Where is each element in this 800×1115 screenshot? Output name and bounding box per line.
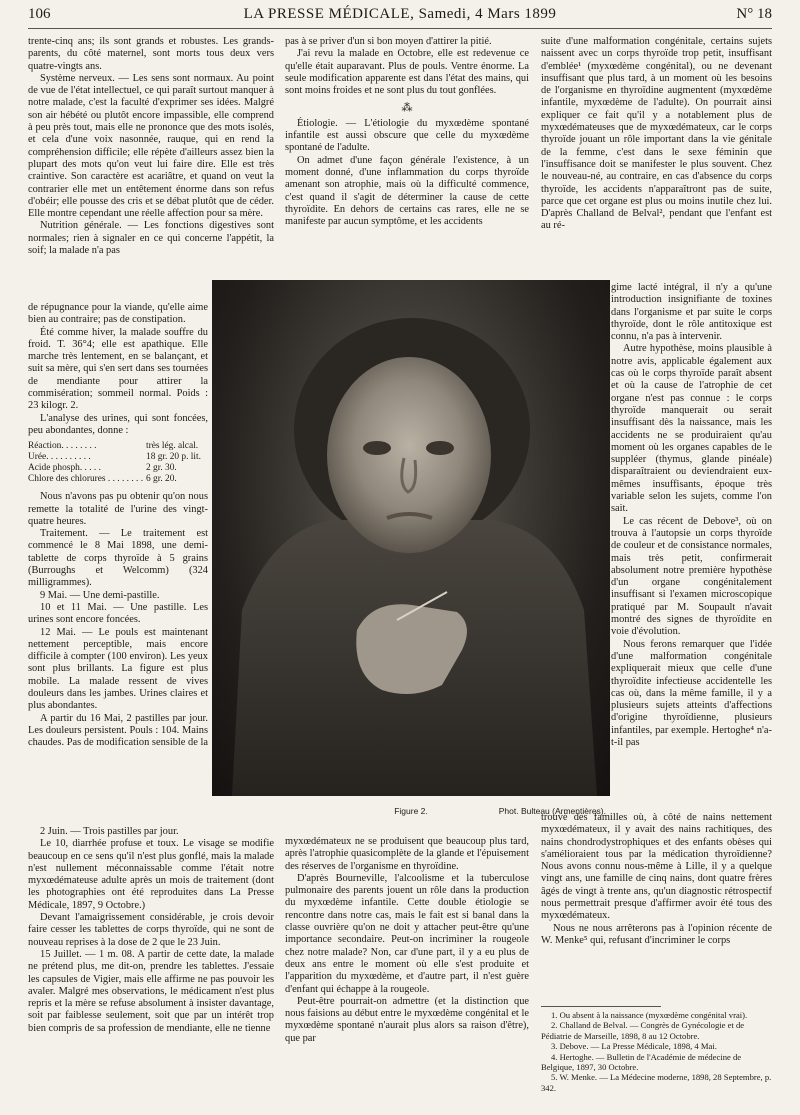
paragraph: Nous ne nous arrêterons pas à l'opinion récente de W. Menke⁵ qui, refusant d'incriminer le corps: [541, 922, 772, 946]
paragraph: 9 Mai. — Une demi-pastille.: [40, 589, 160, 601]
paragraph: 15 Juillet. — 1 m. 08. A partir de cette date, la malade ne prétend plus, me dit-on, prendre les tablettes. J'essaie les capsules de Vigier, mais elle affirme ne pas pouvoir les avaler. Malgré mes observations, le médicament n'est plus repris et la mère se refuse absolument à insister davantage, soit par faiblesse seulement, soit que par un intérêt trop bien compris de sa profession de mendiante, elle ne tienne: [28, 948, 274, 1034]
paragraph: On admet d'une façon générale l'existence, à un moment donné, d'une inflammation du corps thyroïde amenant son atrophie, mais où la difficulté commence, c'est quand il s'agit de déterminer la cause de cette thyroïdite. En dehors de certains cas rares, elle ne se manifeste par aucun symptôme, et les accidents: [285, 154, 529, 228]
column-1-bottom: [28, 826, 274, 1112]
urine-analysis-table: [28, 441, 208, 485]
paragraph: A partir du 16 Mai, 2 pastilles par jour. Les douleurs persistent. Pouls : 104. Mains chaudes. Pas de modification sensible de la: [28, 712, 208, 749]
paragraph: D'après Bourneville, l'alcoolisme et la tuberculose pulmonaire des parents jouent un rôle dans la production du myxœdème infantile. Cette double étiologie se rencontre dans notre cas, mais le fait est si banal dans la classe ouvrière qu'on ne doit y attacher peut-être qu'une importance secondaire. Peut-on incriminer la rougeole chez notre malade? Non, car d'une part, il y a eu plus de deux ans entre le moment où elle s'est produite et l'apparition du myxœdème, et d'autre part, il n'est guère d'enfant qui échappe à la rougeole.: [285, 872, 529, 995]
paragraph: Nous ferons remarquer que l'idée d'une malformation congénitale expliquerait mieux que celle d'une thyroïdite infectieuse accidentelle les cas où, dans la même famille, il y a plusieurs sujets atteints d'affections d'origine thyroïdienne, plusieurs infantiles, par exemple. Hertoghe⁴ n'a-t-il pas: [611, 638, 772, 748]
paragraph: trouvé des familles où, à côté de nains nettement myxœdémateux, il y avait des nains rachitiques, des nains chondrodystrophiques et des enfants obèses qui s'amélioraient tous par la médication thyroïdienne? Nous avons connu nous-même à Lille, il y a quelque vingt ans, une famille de cinq nains, dont quatre frères âgés de vingt à trente ans, qu'un diagnostic rétrospectif nous permettrait presque d'affirmer avoir été tous des myxœdémateux.: [541, 812, 772, 922]
table-row: [28, 474, 208, 485]
paragraph: Système nerveux. — Les sens sont normaux. Au point de vue de l'état intellectuel, ce qui paraît surtout manquer à notre malade, c'est la faculté d'exprimer ses idées. Malgré son air hébété ou plutôt encore impassible, elle comprend à peu près tout, mais elle ne prononce que des mots isolés, et cela d'une voix nasonnée, rauque, qui en rend la compréhension difficile; elle répète d'ailleurs assez bien la plupart des mots qu'on veut lui faire dire. Elle est très craintive. Son caractère est acariâtre, et quand on veut la contrarier elle met un entêtement énorme dans son refus d'obéir; elle pousse des cris et se débat plutôt que de céder. Elle montre cependant une réelle affection pour sa mère.: [28, 72, 274, 220]
column-3-top: [541, 36, 772, 280]
figure-caption: Figure 2.: [394, 806, 428, 816]
journal-title: LA PRESSE MÉDICALE, Samedi, 4 Mars 1899: [243, 6, 557, 22]
paragraph: Été comme hiver, la malade souffre du froid. T. 36°4; elle est apathique. Elle marche très lentement, en se balançant, et suit sa mère, qui s'en sert dans ses tournées de mendiante pour attirer la commisération; sommeil normal. Poids : 23 kilogr. 2.: [28, 326, 208, 412]
column-2-top: [285, 36, 529, 276]
row-label: Urée. . . . . . . . . .: [28, 452, 91, 463]
page-header: [28, 6, 772, 29]
paragraph: suite d'une malformation congénitale, certains sujets naissent avec un corps thyroïde trop petit, insuffisant d'emblée¹ (myxœdème congénital), ou ne devenant insuffisant que plus tard, à un moment où les besoins de l'organisme en thyroïdine augmentent (myxœdème infantile, myxœdème de l'adulte). On pourrait ainsi expliquer ce fait qu'il y a notablement plus de myxœdémateuses que de myxœdémateux, car le corps thyroïde jouant un rôle important dans la vie génitale de la femme, c'est dans le sexe féminin que l'insuffisance doit se manifester le plus souvent. Chez le nouveau-né, au contraire, en cas d'absence du corps thyroïde, les accidents n'apparaîtront pas de suite, parce que cet organe est plus ou moins inutile chez lui. D'après Challand de Belval², pendant que l'enfant est au ré-: [541, 36, 772, 232]
paragraph: Nous n'avons pas pu obtenir qu'on nous remette la totalité de l'urine des vingt-quatre heures.: [28, 491, 208, 527]
paragraph: Étiologie. — L'étiologie du myxœdème spontané infantile est aussi obscure que celle du myxœdème spontané de l'adulte.: [285, 117, 529, 154]
photograph-illustration: [212, 280, 610, 796]
paragraph: L'analyse des urines, qui sont foncées, peu abondantes, donne :: [28, 412, 208, 436]
footnote-divider: [541, 1006, 661, 1007]
paragraph: trente-cinq ans; ils sont grands et robustes. Les grands-parents, du côté maternel, sont morts tous deux vers quatre-vingts ans.: [28, 36, 274, 72]
table-row: [28, 441, 208, 452]
footnote: 1. Ou absent à la naissance (myxœdème congénital vrai).: [551, 1010, 748, 1020]
paragraph: 2 Juin. — Trois pastilles par jour.: [40, 826, 179, 837]
paragraph: J'ai revu la malade en Octobre, elle est redevenue ce qu'elle était auparavant. Plus de pouls. Ventre énorme. La seule modification apparente est dans l'état des mains, qui sont moins froides et ne sont plus du tout gonflées.: [285, 48, 529, 97]
column-3-middle: [611, 282, 772, 812]
table-row: [28, 452, 208, 463]
paragraph: Nutrition générale. — Les fonctions digestives sont normales; rien à signaler en ce qui concerne l'appétit, la soif; la malade n'a pas: [28, 220, 274, 257]
section-separator: ⁂: [401, 102, 413, 115]
table-row: [28, 463, 208, 474]
page-number: 106: [28, 6, 51, 22]
footnote: 2. Challand de Belval. — Congrès de Gynécologie et de Pédiatrie de Marseille, 1898, 8 au 12 Octobre.: [541, 1020, 745, 1041]
paragraph: Peut-être pourrait-on admettre (et la distinction que nous faisions au début entre le myxœdème congénital et le myxœdème spontané n'aurait plus alors sa raison d'être), que par: [285, 995, 529, 1044]
footnote: 3. Debove. — La Presse Médicale, 1898, 4 Mai.: [551, 1041, 717, 1052]
footnotes: [541, 1010, 772, 1093]
paragraph: Le 10, diarrhée profuse et toux. Le visage se modifie beaucoup en ce sens qu'il n'est plus gonflé, mais la malade n'est nullement méconnaissable comme l'était notre myxœdémateuse adulte après un mois de traitement (dont les photographies ont été reproduites dans La Presse Médicale, 1897, 9 Octobre.): [28, 838, 274, 911]
paragraph: gime lacté intégral, il n'y a qu'une introduction insignifiante de toxines dans l'organisme et par suite le corps thyroïde, dont le rôle antitoxique est connu, n'a pas à intervenir.: [611, 282, 772, 343]
paragraph: myxœdémateux ne se produisent que beaucoup plus tard, après l'atrophie quasicomplète de la glande et l'épuisement des réserves de l'organisme en thyroïdine.: [285, 836, 529, 872]
column-3-bottom: [541, 812, 772, 1012]
paragraph: Traitement. — Le traitement est commencé le 8 Mai 1898, une demi-tablette de corps thyroïde à 5 grains (Burroughs et Welcomm) (324 milligrammes).: [28, 528, 208, 589]
face-shape: [327, 357, 491, 553]
paragraph: Le cas récent de Debove³, où on trouva à l'autopsie un corps thyroïde de couleur et de consistance normales, mais très petit, confirmerait absolument notre première hypothèse d'un organe congénitalement insuffisant si l'examen microscopique pratiqué par M. Soupault n'avait montré des signes de thyroïdite en voie d'évolution.: [611, 515, 772, 638]
paragraph: Autre hypothèse, moins plausible à notre avis, applicable également aux cas où le corps thyroïde paraît absent et où la cause de l'atrophie de cet organe n'est pas connue : le corps thyroïde manquerait ou serait insuffisant dès la naissance, mais les accidents ne se produiraient qu'au moment où les organes capables de le suppléer (thymus, glande pinéale) disparaîtraient ou deviendraient eux-mêmes insuffisants, époque très variable selon les sujets, comme l'on sait.: [611, 343, 772, 515]
row-value: 18 gr. 20 p. lit.: [146, 452, 201, 463]
paragraph: de répugnance pour la viande, qu'elle aime bien au contraire; pas de constipation.: [28, 302, 208, 326]
row-label: Chlore des chlorures . . . . . . . .: [28, 474, 144, 485]
figure-caption-area: [212, 806, 610, 820]
row-value: 6 gr. 20.: [146, 474, 177, 485]
photo-credit: Phot. Bulteau (Armentières).: [498, 806, 606, 816]
paragraph: pas à se priver d'un si bon moyen d'attirer la pitié.: [285, 36, 492, 47]
row-label: Acide phosph. . . . .: [28, 463, 101, 474]
column-2-bottom: [285, 836, 529, 1112]
right-eye: [426, 441, 454, 455]
footnote: 5. W. Menke. — La Médecine moderne, 1898, 28 Septembre, p. 342.: [541, 1072, 772, 1093]
issue-number: N° 18: [736, 6, 772, 22]
row-value: très lég. alcal.: [146, 441, 199, 452]
left-eye: [363, 441, 391, 455]
column-1-top: [28, 36, 274, 300]
row-value: 2 gr. 30.: [146, 463, 177, 474]
column-1-middle: [28, 302, 208, 750]
patient-photograph: [212, 280, 610, 796]
paragraph: 10 et 11 Mai. — Une pastille. Les urines sont encore foncées.: [28, 601, 208, 626]
footnote: 4. Hertoghe. — Bulletin de l'Académie de médecine de Belgique, 1897, 30 Octobre.: [541, 1051, 742, 1073]
row-label: Réaction. . . . . . . .: [28, 441, 97, 452]
paragraph: 12 Mai. — Le pouls est maintenant nettement perceptible, mais encore difficile à compter (100 environ). Les yeux sont plus brillants. La figure est plus mobile. La malade ressent de vives douleurs dans les jambes. Urines claires et plus abondantes.: [28, 626, 208, 712]
paragraph: Devant l'amaigrissement considérable, je crois devoir faire cesser les tablettes de corps thyroïde, qui ne sont de nouveau reprises à la dose de 2 que le 23 Juin.: [28, 912, 274, 948]
